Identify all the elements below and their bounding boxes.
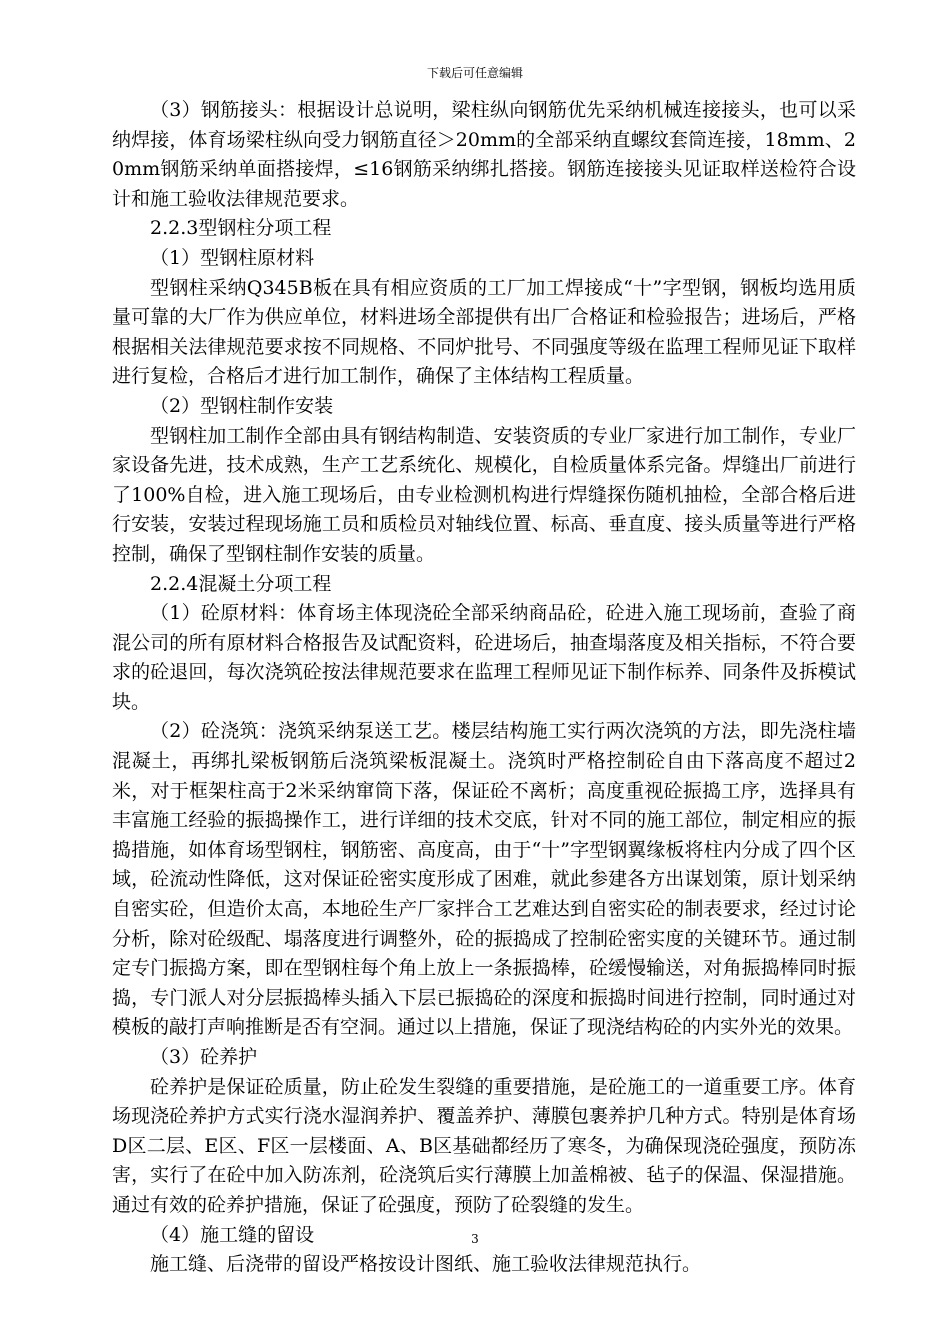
section-heading-2-2-4: 2.2.4混凝土分项工程: [150, 572, 332, 595]
paragraph-rebar-joint: （3）钢筋接头：根据设计总说明，梁柱纵向钢筋优先采纳机械连接接头，也可以采纳焊接，体育场梁柱纵向受力钢筋直径＞20mm的全部采纳直螺纹套筒连接，18mm、20mm钢筋采纳单面搭接焊，≤16钢筋采纳绑扎搭接。钢筋连接接头见证取样送检符合设计和施工验收法律规范要求。: [112, 99, 856, 210]
document-body: [112, 96, 856, 1280]
paragraph-steel-column-fabrication: 型钢柱加工制作全部由具有钢结构制造、安装资质的专业厂家进行加工制作，专业厂家设备先进，技术成熟，生产工艺系统化、规模化，自检质量体系完备。焊缝出厂前进行了100%自检，进入施工现场后，由专业检测机构进行焊缝探伤随机抽检，全部合格后进行安装，安装过程现场施工员和质检员对轴线位置、标高、垂直度、接头质量等进行严格控制，确保了型钢柱制作安装的质量。: [112, 424, 856, 565]
paragraph-concrete-material: （1）砼原材料：体育场主体现浇砼全部采纳商品砼，砼进入施工现场前，查验了商混公司的所有原材料合格报告及试配资料，砼进场后，抽查塌落度及相关指标，不符合要求的砼退回，每次浇筑砼按法律规范要求在监理工程师见证下制作标养、同条件及拆模试块。: [112, 602, 856, 713]
paragraph-steel-column-material: 型钢柱采纳Q345B板在具有相应资质的工厂加工焊接成“十”字型钢，钢板均选用质量可靠的大厂作为供应单位，材料进场全部提供有出厂合格证和检验报告；进场后，严格根据相关法律规范要求按不同规格、不同炉批号、不同强度等级在监理工程师见证下取样进行复检，合格后才进行加工制作，确保了主体结构工程质量。: [112, 276, 856, 388]
paragraph-concrete-curing: 砼养护是保证砼质量，防止砼发生裂缝的重要措施，是砼施工的一道重要工序。体育场现浇砼养护方式实行浇水湿润养护、覆盖养护、薄膜包裹养护几种方式。特别是体育场D区二层、E区、F区一层楼面、A、B区基础都经历了寒冬，为确保现浇砼强度，预防冻害，实行了在砼中加入防冻剂，砼浇筑后实行薄膜上加盖棉被、毡子的保温、保湿措施。通过有效的砼养护措施，保证了砼强度，预防了砼裂缝的发生。: [112, 1075, 856, 1216]
subheading-steel-column-fabrication: （2）型钢柱制作安装: [150, 394, 334, 417]
paragraph-concrete-pouring: （2）砼浇筑：浇筑采纳泵送工艺。楼层结构施工实行两次浇筑的方法，即先浇柱墙混凝土，再绑扎梁板钢筋后浇筑梁板混凝土。浇筑时严格控制砼自由下落高度不超过2米，对于框架柱高于2米采纳窜筒下落，保证砼不离析；高度重视砼振捣工序，选择具有丰富施工经验的振捣操作工，进行详细的技术交底，针对不同的施工部位，制定相应的振捣措施，如体育场型钢柱，钢筋密、高度高，由于“十”字型钢翼缘板将柱内分成了四个区域，砼流动性降低，这对保证砼密实度形成了困难，就此参建各方出谋划策，原计划采纳自密实砼，但造价太高，本地砼生产厂家拌合工艺难达到自密实砼的制表要求，经过讨论分析，除对砼级配、塌落度进行调整外，砼的振捣成了控制砼密实度的关键环节。通过制定专门振捣方案，即在型钢柱每个角上放上一条振捣棒，砼缓慢输送，对角振捣棒同时振捣，专门派人对分层振捣棒头插入下层已振捣砼的深度和振捣时间进行控制，同时通过对模板的敲打声响推断是否有空洞。通过以上措施，保证了现浇结构砼的内实外光的效果。: [112, 720, 856, 1039]
page-number: 3: [471, 1232, 479, 1246]
section-heading-2-2-3: 2.2.3型钢柱分项工程: [150, 217, 332, 240]
subheading-concrete-curing: （3）砼养护: [150, 1046, 258, 1068]
subheading-construction-joint: （4）施工缝的留设: [150, 1223, 315, 1246]
page-header: 下载后可任意编辑: [426, 66, 523, 80]
paragraph-construction-joint: 施工缝、后浇带的留设严格按设计图纸、施工验收法律规范执行。: [150, 1253, 702, 1276]
subheading-steel-column-material: （1）型钢柱原材料: [150, 246, 315, 269]
